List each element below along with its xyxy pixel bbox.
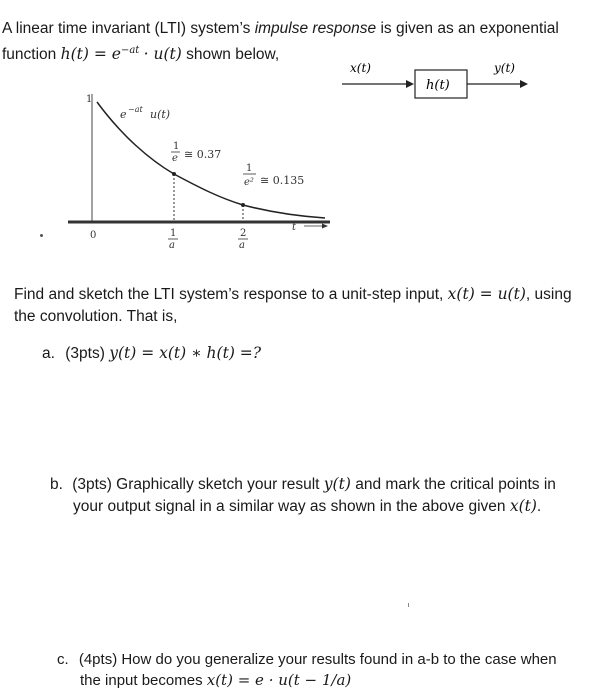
input-arrowhead <box>406 80 414 88</box>
output-label: y(t) <box>494 61 515 75</box>
point-1-denominator: e <box>172 153 178 164</box>
intro-line-1 <box>2 18 559 39</box>
tick-2-denominator: a <box>239 240 245 251</box>
part-b-text-tail: and mark the critical points in <box>355 476 556 493</box>
intro-shown-below: shown below, <box>186 46 280 63</box>
point-2-denominator: e² <box>244 177 254 188</box>
input-label: x(t) <box>350 61 371 75</box>
question-text-2: the convolution. That is, <box>14 308 178 325</box>
part-b-line-1 <box>50 474 556 495</box>
impulse-response-exponent: −at <box>120 45 140 56</box>
point-1-numerator: 1 <box>173 141 180 152</box>
part-c-label: c. <box>57 651 69 668</box>
tick-2-numerator: 2 <box>240 228 247 239</box>
question-text: Find and sketch the LTI system’s response to a unit-step input, <box>14 286 444 303</box>
output-arrowhead <box>520 80 528 88</box>
part-c-text-2: the input becomes <box>80 672 203 689</box>
curve-label-step: u(t) <box>150 108 171 121</box>
impulse-response-step: · u(t) <box>143 45 182 63</box>
t-axis-label: t <box>292 222 297 233</box>
part-b-line-2 <box>73 496 541 517</box>
part-b-period: . <box>536 498 542 515</box>
step-input-formula: x(t) = u(t) <box>447 285 526 303</box>
curve-label-exponent: −at <box>128 105 143 114</box>
intro-text-tail: is given as an exponential <box>380 20 559 37</box>
curve-label-base: e <box>120 108 127 121</box>
question-text-tail: , using <box>525 286 572 303</box>
point-2-numerator: 1 <box>246 163 253 174</box>
intro-text: A linear time invariant (LTI) system’s <box>2 20 251 37</box>
intro-function-word: function <box>2 46 57 63</box>
impulse-response-graph <box>60 88 340 258</box>
part-b-text: (3pts) Graphically sketch your result <box>72 476 320 493</box>
stray-dot <box>40 234 43 237</box>
point-1-value: ≅ 0.37 <box>184 148 222 161</box>
point-2-value: ≅ 0.135 <box>260 174 305 187</box>
question-line-2 <box>14 306 177 327</box>
part-c-text: (4pts) How do you generalize your results found in a-b to the case when <box>78 651 557 668</box>
y-max-label: 1 <box>86 94 93 105</box>
part-b-text-2: your output signal in a similar way as shown in the above given <box>73 498 506 515</box>
point-2-marker <box>241 203 245 207</box>
intro-line-2 <box>2 40 279 65</box>
tick-1-denominator: a <box>169 240 175 251</box>
stray-mark <box>408 603 409 607</box>
shifted-input-formula: x(t) = e · u(t − 1/a) <box>206 671 352 689</box>
part-a <box>42 343 261 364</box>
system-label: h(t) <box>426 78 450 93</box>
part-b-output: y(t) <box>323 475 351 493</box>
intro-emphasis: impulse response <box>254 20 377 37</box>
impulse-response-formula: h(t) = e <box>60 45 121 63</box>
part-b-input: x(t) <box>509 497 537 515</box>
point-1-marker <box>172 172 176 176</box>
tick-1-numerator: 1 <box>170 228 177 239</box>
part-b-label: b. <box>50 476 63 493</box>
part-c-line-2 <box>80 670 351 691</box>
question-line-1 <box>14 284 572 305</box>
part-a-points: (3pts) <box>65 345 105 362</box>
part-c-line-1 <box>57 649 557 670</box>
convolution-formula: y(t) = x(t) ∗ h(t) =? <box>109 344 262 362</box>
part-a-label: a. <box>42 345 55 362</box>
block-diagram <box>340 58 540 108</box>
t-arrowhead <box>322 224 328 229</box>
origin-label: 0 <box>90 230 97 241</box>
